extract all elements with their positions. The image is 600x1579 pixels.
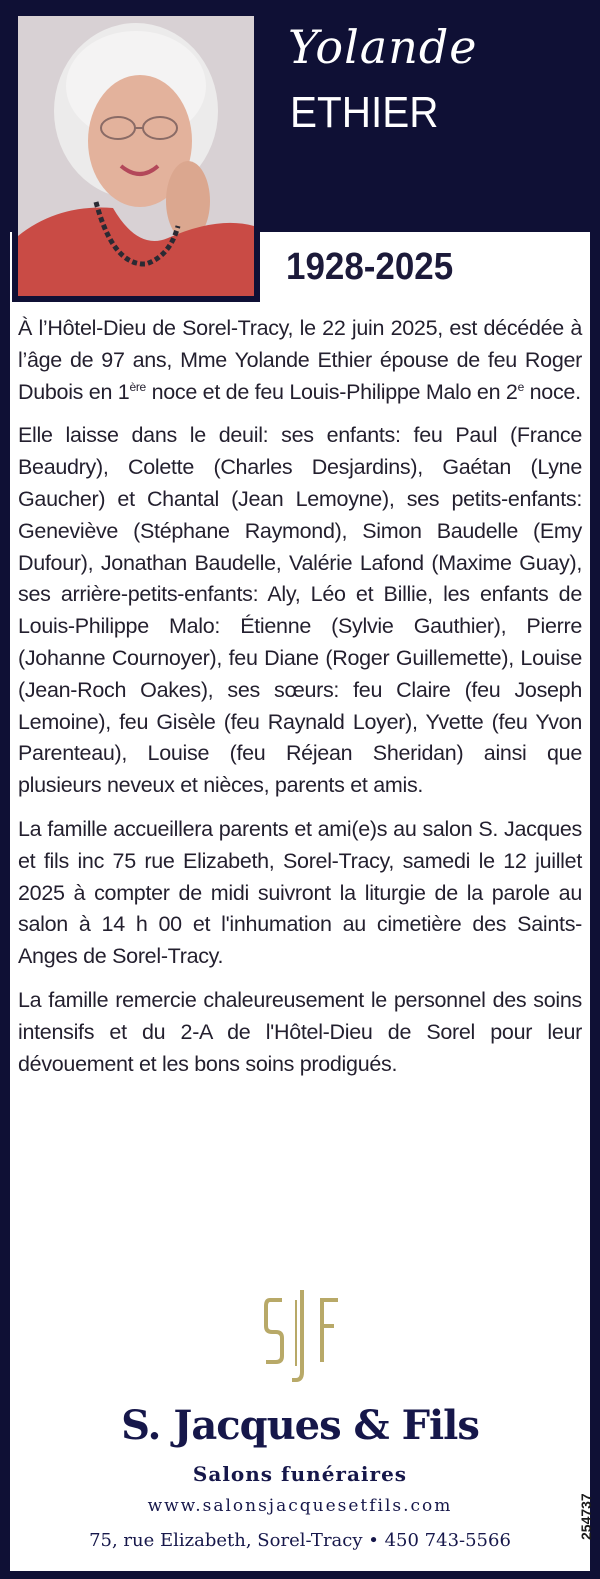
reference-number: 254737 [578,1493,594,1540]
paragraph-death-notice-part1: À l’Hôtel-Dieu de Sorel-Tracy, le 22 juin 2025, est décédée à l’âge de 97 ans, Mme Yolande Ethier épouse de feu Roger Dubois en 1 [18,316,582,404]
paragraph-death-notice-part3: noce. [523,379,581,404]
right-border [590,0,600,1579]
superscript-1ere: ère [129,379,146,394]
paragraph-death-notice-part2: noce et de feu Louis-Philippe Malo en 2 [145,379,518,404]
portrait-photo [18,16,254,296]
funeral-home-name: S. Jacques & Fils [121,1402,479,1449]
left-border [0,0,10,1579]
funeral-home-website[interactable]: www.salonsjacquesetfils.com [147,1496,453,1516]
paragraph-visitation: La famille accueillera parents et ami(e)s au salon S. Jacques et fils inc 75 rue Elizabeth, Sorel-Tracy, samedi le 12 juillet 2025 à compter de midi suivront la liturgie de la parole au salon à 14 h 00 et l'inhumation au cimetière des Saints-Anges de Sorel-Tracy. [18,816,582,969]
bottom-border [0,1571,600,1579]
life-dates: 1928-2025 [286,246,454,288]
last-name: ETHIER [290,88,439,137]
paragraph-family: Elle laisse dans le deuil: ses enfants: feu Paul (France Beaudry), Colette (Charles Desjardins), Gaétan (Lyne Gaucher) et Chantal (Jean Lemoyne), ses petits-enfants: Geneviève (Stéphane Raymond), Simon Baudelle (Emy Dufour), Jonathan Baudelle, Valérie Lafond (Maxime Guay), ses arrière-petits-enfants: Aly, Léo et Billie, les enfants de Louis-Philippe Malo: Étienne (Sylvie Gauthier), Pierre (Johanne Cournoyer), feu Diane (Roger Guillemette), Louise (Jean-Roch Oakes), ses sœurs: feu Claire (feu Joseph Lemoine), feu Gisèle (feu Raynald Loyer), Yvette (feu Yvon Parenteau), Louise (feu Réjean Sheridan) ainsi que plusieurs neveux et nièces, parents et amis. [18,423,582,798]
funeral-home-subtitle: Salons funéraires [192,1462,408,1486]
paragraph-thanks: La famille remercie chaleureusement le personnel des soins intensifs et du 2-A de l'Hôtel-Dieu de Sorel pour leur dévouement et les bons soins prodigués. [18,987,582,1076]
obituary-text [18,313,582,1092]
paragraph-death-notice [18,313,582,408]
portrait-frame [12,10,260,302]
first-name: Yolande [288,20,478,74]
superscript-2e: e [517,379,524,394]
sjf-monogram-logo [262,1286,342,1386]
funeral-home-address: 75, rue Elizabeth, Sorel-Tracy • 450 743-5566 [89,1530,511,1551]
portrait-illustration [18,16,254,296]
